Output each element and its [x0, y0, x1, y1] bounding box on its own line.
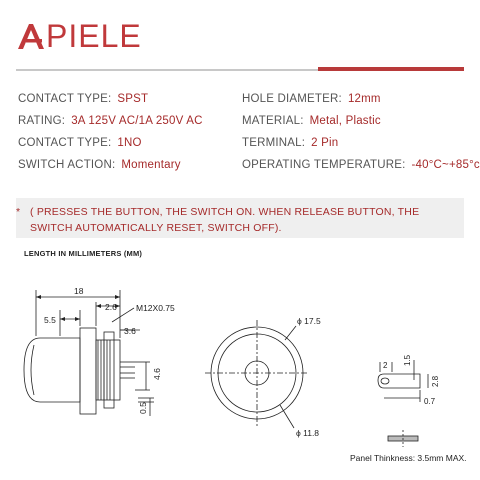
note-body: ( PRESSES THE BUTTON, THE SWITCH ON. WHEN RELEASE BUTTON, THE SWITCH AUTOMATICALLY RESET, SWITCH OFF).: [30, 206, 420, 234]
spec-label: MATERIAL:: [242, 115, 304, 127]
spec-hole-diameter: [242, 93, 381, 105]
dim-4-6: 4.6: [152, 368, 162, 380]
dim-2-8: 2.8: [431, 375, 440, 387]
spec-label: HOLE DIAMETER:: [242, 93, 342, 105]
spec-label: OPERATING TEMPERATURE:: [242, 159, 406, 171]
dim-5-5: 5.5: [44, 315, 56, 325]
spec-contact-type-2: [18, 137, 142, 149]
panel-thickness: Panel Thinkness: 3.5mm MAX.: [350, 453, 467, 463]
spec-value: Momentary: [121, 159, 181, 171]
spec-rating: [18, 115, 203, 127]
spec-value: 2 Pin: [311, 137, 339, 149]
panel-icon: [388, 430, 418, 447]
brand-a-mark-icon: [16, 21, 46, 51]
spec-label: TERMINAL:: [242, 137, 306, 149]
dim-17-5: ϕ 17.5: [297, 316, 321, 326]
spec-value: 1NO: [117, 137, 142, 149]
spec-label: RATING:: [18, 115, 66, 127]
spec-value: Metal, Plastic: [309, 115, 381, 127]
dim-thread: M12X0.75: [136, 303, 175, 313]
spec-contact-type-1: [18, 93, 148, 105]
front-view: [205, 320, 309, 428]
brand-logo: [16, 18, 142, 54]
spec-label: CONTACT TYPE:: [18, 93, 112, 105]
brand-name: PIELE: [46, 18, 142, 54]
spec-operating-temperature: [242, 159, 480, 171]
note-star: *: [16, 206, 21, 218]
spec-value: 3A 125V AC/1A 250V AC: [71, 115, 203, 127]
dim-3-6: 3.6: [124, 326, 136, 336]
spec-value: 12mm: [347, 93, 381, 105]
spec-material: [242, 115, 381, 127]
dim-11-8: ϕ 11.8: [296, 428, 320, 438]
dim-2-6: 2.6: [105, 302, 117, 312]
spec-switch-action: [18, 159, 181, 171]
spec-label: CONTACT TYPE:: [18, 137, 112, 149]
technical-drawing: [0, 270, 480, 480]
dim-2: 2: [383, 361, 388, 370]
spec-value: SPST: [117, 93, 149, 105]
drawing-title: LENGTH IN MILLIMETERS (MM): [24, 249, 143, 258]
spec-terminal: [242, 137, 338, 149]
dim-18: 18: [74, 286, 84, 296]
dim-1-5: 1.5: [403, 354, 412, 366]
dim-0-5: 0.5: [138, 402, 148, 414]
dim-0-7: 0.7: [424, 397, 436, 406]
spec-label: SWITCH ACTION:: [18, 159, 116, 171]
spec-value: -40°C~+85°c: [411, 159, 480, 171]
side-view: [24, 290, 154, 416]
header-accent-bar: [318, 67, 464, 71]
note-text: [16, 204, 450, 236]
